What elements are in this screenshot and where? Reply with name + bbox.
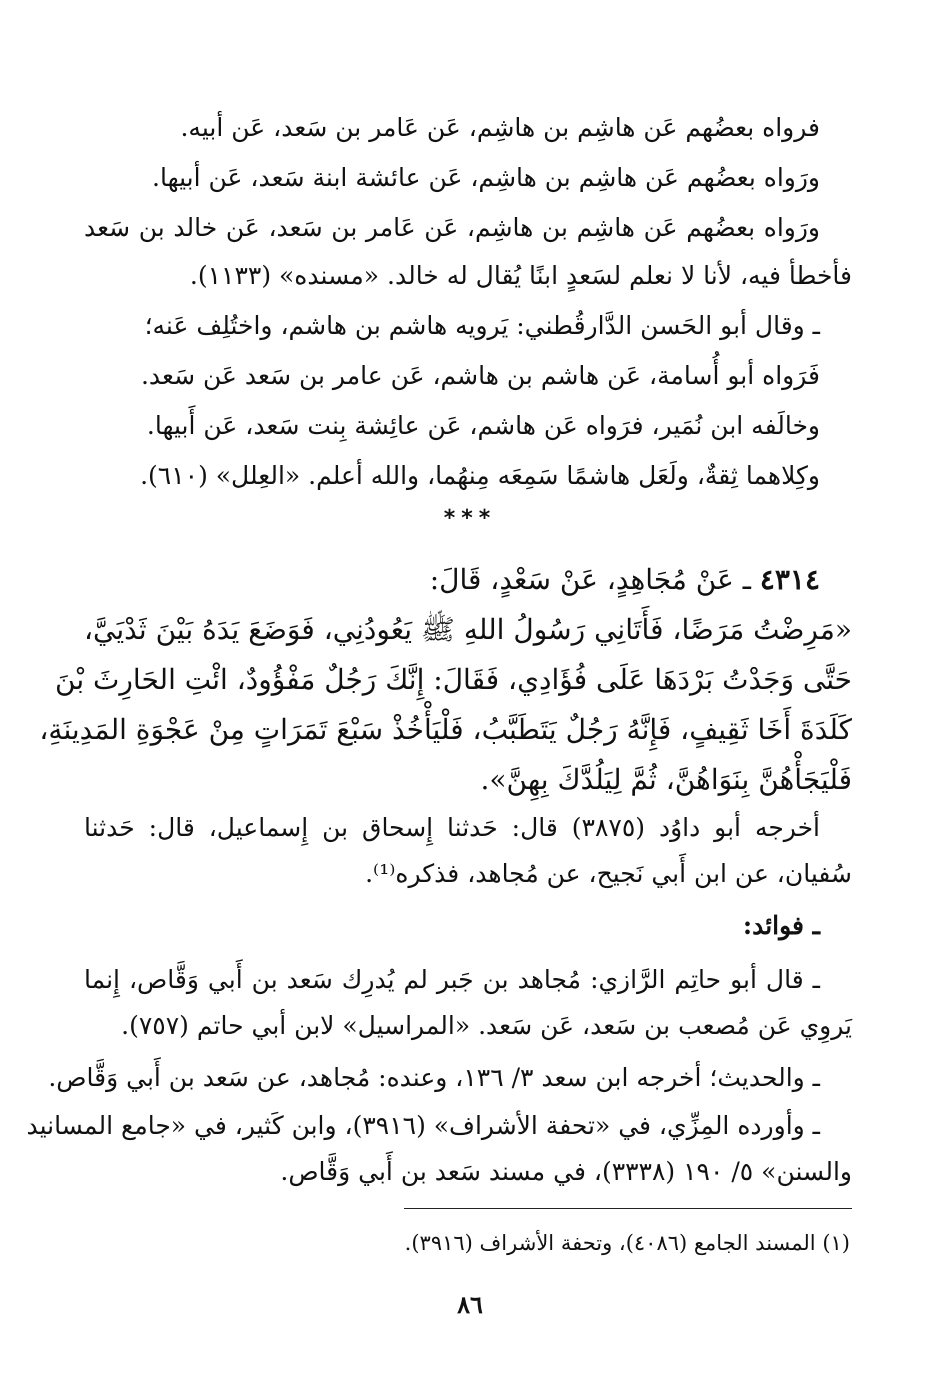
fawaid-line: ـ وأورده المِزِّي، في «تحفة الأشراف» (٣٩١٦)، وابن كَثير، في «جامع المسانيد — [26, 1111, 820, 1140]
takhrij-line: أخرجه أبو داوُد (٣٨٧٥) قال: حَدثنا إِسحاق بن إِسماعيل، قال: حَدثنا — [84, 813, 820, 842]
text-line: فَرَواه أبو أُسامة، عَن هاشم بن هاشم، عَن عامر بن سَعد عَن سَعد. — [140, 361, 820, 390]
footnote-divider — [404, 1208, 852, 1209]
hadith-text-line: حَتَّى وَجَدْتُ بَرْدَهَا عَلَى فُؤَادِي، فَقَالَ: إِنَّكَ رَجُلٌ مَفْؤُودٌ، ائْتِ الحَارِثَ بْنَ — [55, 663, 852, 696]
hadith-heading — [430, 556, 820, 604]
text-line: فرواه بعضُهم عَن هاشِم بن هاشِم، عَن عَامر بن سَعد، عَن أبيه. — [180, 113, 820, 142]
section-separator: *** — [443, 506, 497, 531]
text-line: ـ وقال أبو الحَسن الدَّارقُطني: يَرويه هاشم بن هاشم، واختُلِف عَنه؛ — [144, 311, 820, 340]
fawaid-line: والسنن» ٥/ ١٩٠ (٣٣٣٨)، في مسند سَعد بن أَبي وَقَّاص. — [280, 1157, 852, 1186]
hadith-text-line: كَلَدَةَ أَخَا ثَقِيفٍ، فَإِنَّهُ رَجُلٌ يَتَطَبَّبُ، فَلْيَأْخُذْ سَبْعَ تَمَرَاتٍ مِنْ عَجْوَةِ المَدِينَةِ، — [39, 713, 852, 746]
text-line: وكِلاهما ثِقةٌ، ولَعَل هاشمًا سَمِعَه مِنهُما، والله أعلم. «العِلل» (٦١٠). — [140, 461, 820, 490]
hadith-chain: ـ عَنْ مُجَاهِدٍ، عَنْ سَعْدٍ، قَالَ: — [429, 563, 751, 596]
hadith-text-line: فَلْيَجَأْهُنَّ بِنَوَاهُنَّ، ثُمَّ لِيَلُدَّكَ بِهِنَّ». — [480, 763, 852, 796]
fawaid-line: ـ والحديث؛ أخرجه ابن سعد ٣/ ١٣٦، وعنده: مُجاهد، عن سَعد بن أَبي وَقَّاص. — [48, 1063, 820, 1092]
takhrij-line: سُفيان، عن ابن أَبي نَجيح، عن مُجاهد، فذكره⁽¹⁾. — [365, 859, 852, 888]
text-line: فأخطأ فيه، لأنا لا نعلم لسَعدٍ ابنًا يُقال له خالد. «مسنده» (١١٣٣). — [189, 261, 852, 290]
hadith-number: ٤٣١٤ — [759, 563, 820, 596]
text-line: ورَواه بعضُهم عَن هاشِم بن هاشِم، عَن عائشة ابنة سَعد، عَن أبيها. — [152, 163, 820, 192]
fawaid-line: ـ قال أبو حاتِم الرَّازي: مُجاهد بن جَبر لم يُدرِك سَعد بن أَبي وَقَّاص، إِنما — [84, 965, 820, 994]
fawaid-line: يَروِي عَن مُصعب بن سَعد، عَن سَعد. «المراسيل» لابن أبي حاتم (٧٥٧). — [121, 1011, 852, 1040]
page-number: ٨٦ — [457, 1290, 483, 1319]
text-line: وخالَفه ابن نُمَير، فرَواه عَن هاشم، عَن عائِشة بِنت سَعد، عَن أَبيها. — [146, 411, 820, 440]
fawaid-heading: ـ فوائد: — [742, 911, 820, 940]
hadith-text-line: «مَرِضْتُ مَرَضًا، فَأَتَانِي رَسُولُ اللهِ ﷺ يَعُودُنِي، فَوَضَعَ يَدَهُ بَيْنَ ثَدْيَيَّ، — [84, 613, 852, 646]
text-line: ورَواه بعضُهم عَن هاشِم بن هاشِم، عَن عَامر بن سَعد، عَن خالد بن سَعد — [84, 213, 820, 242]
footnote: (١) المسند الجامع (٤٠٨٦)، وتحفة الأشراف (٣٩١٦). — [404, 1231, 850, 1255]
